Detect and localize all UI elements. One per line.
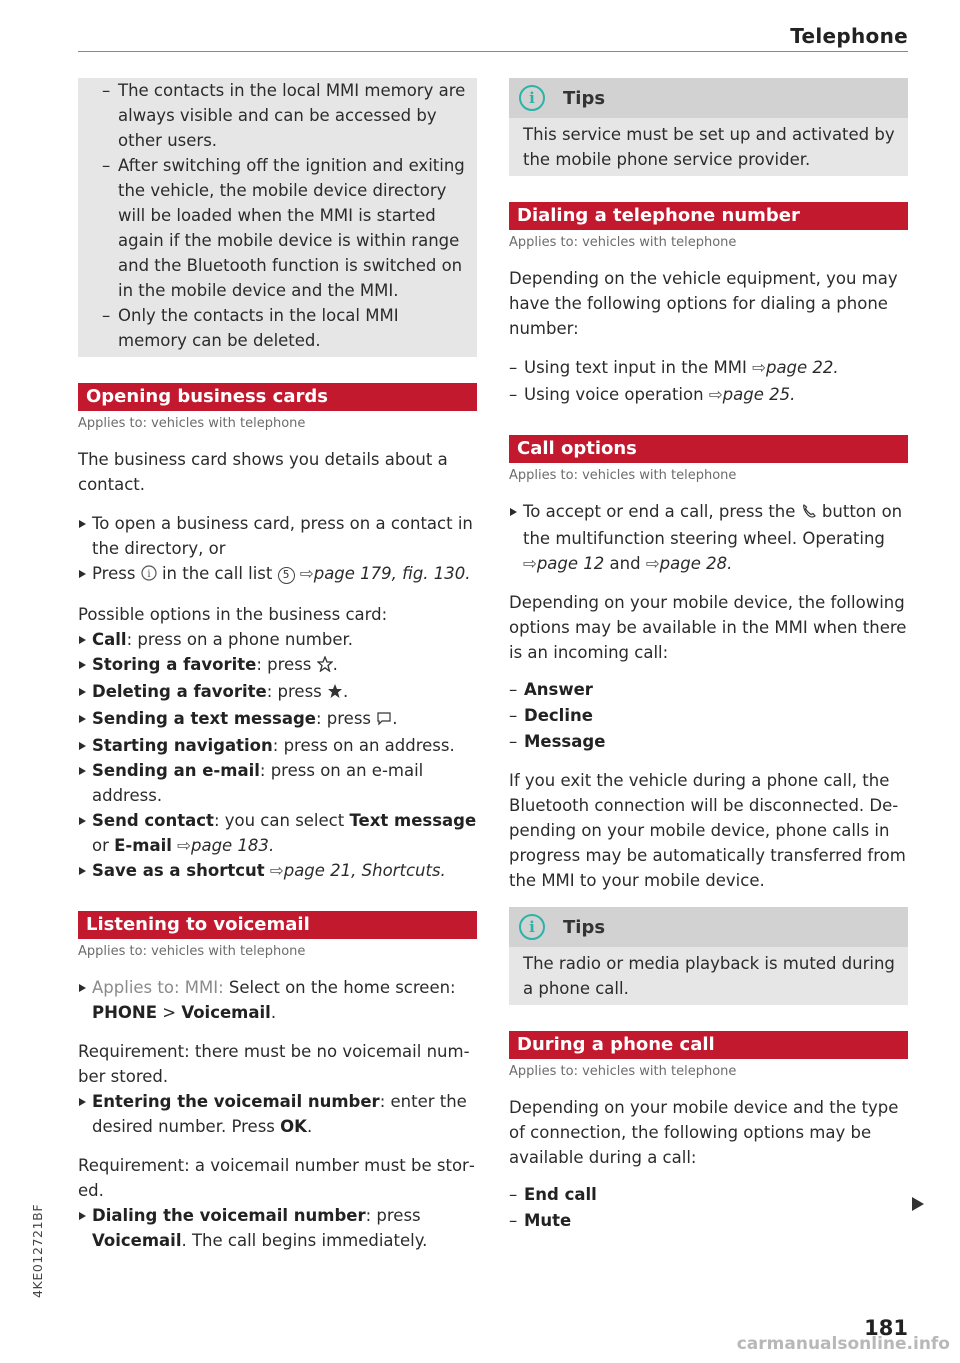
page-reference[interactable]: page 28	[659, 554, 728, 573]
option-item: Call: press on a phone number.	[78, 627, 477, 652]
tips-header	[509, 907, 908, 947]
list-item: – Answer	[509, 677, 908, 702]
page-number: 181	[864, 1316, 908, 1340]
section-heading-business-cards: Opening business cards	[78, 383, 477, 411]
list-item: – Using text input in the MMI ⇨page 22.	[509, 355, 908, 380]
continue-arrow-icon	[912, 1197, 924, 1211]
applies-to: Applies to: vehicles with telephone	[509, 235, 737, 250]
info-icon: i	[519, 914, 545, 940]
applies-to: Applies to: vehicles with telephone	[509, 1064, 737, 1079]
left-column	[78, 78, 477, 1253]
right-column	[509, 78, 908, 1233]
list-item: – Mute	[509, 1208, 908, 1233]
applies-to: Applies to: vehicles with telephone	[78, 416, 306, 431]
tips-title: Tips	[563, 916, 606, 938]
paragraph: Requirement: there must be no voicemail number stored.	[78, 1042, 470, 1086]
paragraph: If you exit the vehicle during a phone call, the Bluetooth connection will be disconnected. Depending on your mobile device, phone calls in progress may be automatically transferred from the MMI to your mobile device.	[509, 771, 906, 890]
step: Press i in the call list 5 ⇨page 179, fig. 130.	[78, 561, 477, 588]
message-bubble-icon	[376, 708, 392, 733]
watermark: carmanualsonline.info	[736, 1334, 950, 1354]
paragraph: Depending on your mobile device and the type of connection, the following options may be available during a call:	[509, 1098, 899, 1167]
paragraph: Requirement: a voicemail number must be stored.	[78, 1156, 475, 1200]
info-icon	[141, 563, 157, 588]
tips-box	[509, 907, 908, 1005]
section-heading-voicemail: Listening to voicemail	[78, 911, 477, 939]
paragraph: Depending on your mobile device, the following options may be available in the MMI when there is an incoming call:	[509, 593, 907, 662]
option-item: Starting navigation: press on an address.	[78, 733, 477, 758]
step: To open a business card, press on a contact in the directory, or	[78, 511, 477, 561]
phone-handset-icon	[801, 501, 817, 526]
tips-box	[509, 78, 908, 176]
info-icon: i	[519, 85, 545, 111]
paragraph: Depending on the vehicle equipment, you may have the following options for dialing a phone number:	[509, 269, 898, 338]
page-reference[interactable]: page 22	[765, 358, 834, 377]
contacts-notes-box	[78, 78, 477, 357]
step: Applies to: MMI: Select on the home screen: PHONE > Voicemail.	[78, 975, 477, 1025]
page-reference[interactable]: page 179, fig. 130	[313, 564, 466, 583]
tips-header	[509, 78, 908, 118]
callout-number: 5	[278, 567, 295, 584]
applies-to: Applies to: vehicles with telephone	[78, 944, 306, 959]
note-bullet: – Only the contacts in the local MMI memory can be deleted.	[90, 303, 467, 355]
option-item: Save as a shortcut ⇨page 21, Shortcuts.	[78, 858, 477, 883]
tips-text: The radio or media playback is muted during a phone call.	[523, 954, 895, 998]
applies-to: Applies to: vehicles with telephone	[509, 468, 737, 483]
option-item: Send contact: you can select Text message or E-mail ⇨page 183.	[78, 808, 477, 858]
page-reference[interactable]: page 25	[722, 385, 791, 404]
step: To accept or end a call, press the button on the multifunction steering wheel. Operating ⇨page 12 and ⇨page 28.	[509, 499, 908, 576]
tips-text: This service must be set up and activated by the mobile phone service provider.	[523, 125, 895, 169]
page-reference[interactable]: page 12	[536, 554, 605, 573]
star-filled-icon	[327, 681, 343, 706]
section-heading-call-options: Call options	[509, 435, 908, 463]
page-header-title: Telephone	[790, 24, 908, 48]
option-item: Sending an e-mail: press on an e-mail address.	[78, 758, 477, 808]
option-item: Storing a favorite: press .	[78, 652, 477, 679]
section-heading-dialing: Dialing a telephone number	[509, 202, 908, 230]
star-outline-icon	[317, 654, 333, 679]
step: Dialing the voicemail number: press Voicemail. The call begins immediately.	[78, 1203, 477, 1253]
option-item: Sending a text message: press .	[78, 706, 477, 733]
option-item: Deleting a favorite: press .	[78, 679, 477, 706]
section-heading-during-call: During a phone call	[509, 1031, 908, 1059]
list-item: – End call	[509, 1182, 908, 1207]
paragraph: Possible options in the business card:	[78, 605, 388, 624]
document-code: 4KE012721BF	[30, 1203, 45, 1298]
paragraph: The business card shows you details about a contact.	[78, 450, 448, 494]
svg-text:i: i	[147, 569, 151, 580]
list-item: – Using voice operation ⇨page 25.	[509, 382, 908, 407]
list-item: – Message	[509, 729, 908, 754]
page-reference[interactable]: page 183	[190, 836, 269, 855]
tips-title: Tips	[563, 87, 606, 109]
header-rule	[78, 51, 908, 52]
note-bullet: – After switching off the ignition and exiting the vehicle, the mobile device directory will be loaded when the MMI is started again if the mobile device is within range and the Bluetooth function is switched on in the mobile device and the MMI.	[90, 153, 467, 303]
note-bullet: – The contacts in the local MMI memory are always visible and can be accessed by other users.	[90, 78, 467, 153]
step: Entering the voicemail number: enter the desired number. Press OK.	[78, 1089, 477, 1139]
page-reference[interactable]: page 21, Shortcuts	[283, 861, 441, 880]
list-item: – Decline	[509, 703, 908, 728]
